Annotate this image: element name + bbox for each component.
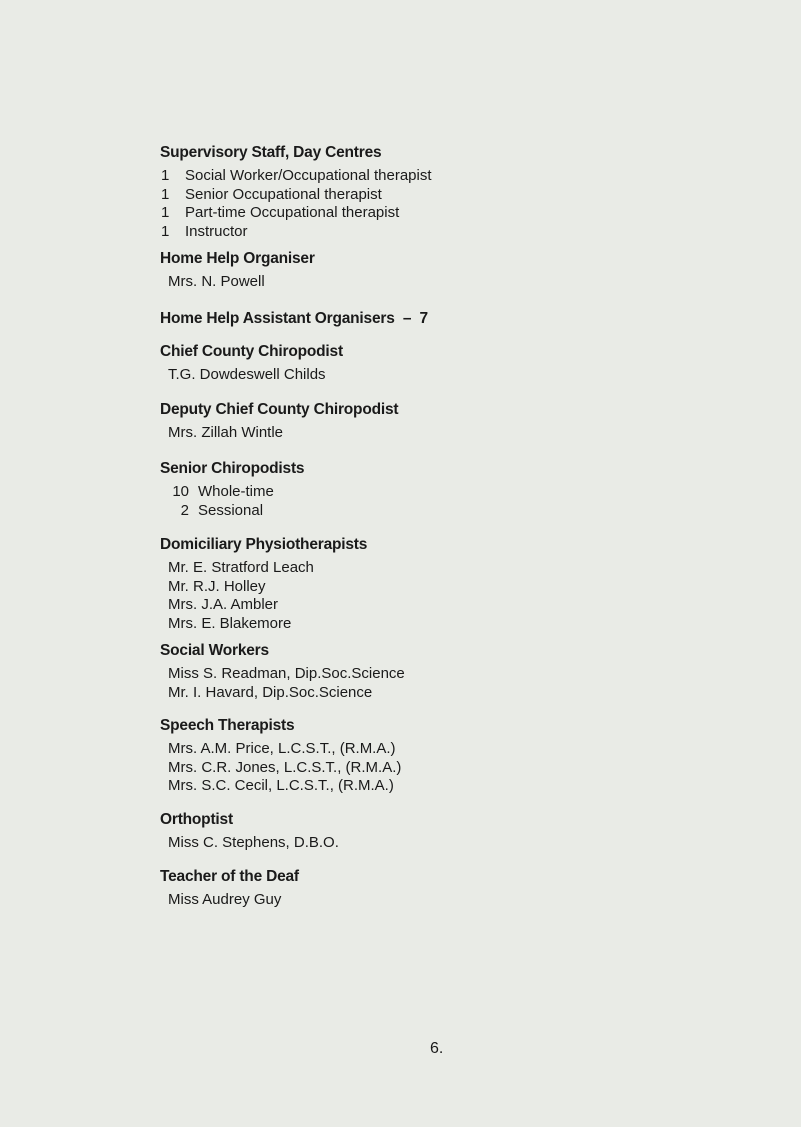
section-heading: Social Workers <box>160 642 269 659</box>
section-home-help-assistant <box>160 309 428 329</box>
page-number: 6. <box>430 1040 444 1057</box>
section-teacher-of-the-deaf <box>160 867 299 910</box>
section-chief-chiropodist <box>160 342 343 385</box>
staff-name: Mr. I. Havard, Dip.Soc.Science <box>168 683 373 701</box>
staff-name: Mrs. A.M. Price, L.C.S.T., (R.M.A.) <box>168 740 396 757</box>
staff-role: Instructor <box>185 222 248 240</box>
section-heading: Chief County Chiropodist <box>160 343 343 360</box>
staff-row <box>160 167 432 186</box>
staff-name: Miss C. Stephens, D.B.O. <box>168 834 339 851</box>
staff-count: 10 <box>172 483 189 500</box>
staff-role: Part-time Occupational therapist <box>185 204 400 221</box>
section-heading: Domiciliary Physiotherapists <box>160 536 368 553</box>
section-physiotherapists <box>160 535 367 633</box>
staff-name: T.G. Dowdeswell Childs <box>168 366 326 383</box>
section-heading: Deputy Chief County Chiropodist <box>160 401 399 418</box>
staff-name: Mr. E. Stratford Leach <box>168 559 314 576</box>
section-senior-chiropodists <box>160 459 304 520</box>
staff-count: 1 <box>161 204 170 221</box>
staff-name: Mrs. C.R. Jones, L.C.S.T., (R.M.A.) <box>168 758 402 776</box>
staff-name: Mr. R.J. Holley <box>168 577 266 595</box>
section-heading: Home Help Organiser <box>160 250 315 267</box>
staff-row <box>168 483 304 502</box>
staff-row <box>160 204 432 223</box>
section-heading: Orthoptist <box>160 811 233 828</box>
staff-name: Mrs. N. Powell <box>168 273 265 290</box>
staff-count: 2 <box>180 501 189 519</box>
staff-role: Senior Occupational therapist <box>185 185 382 203</box>
staff-row <box>168 502 304 521</box>
section-heading: Home Help Assistant Organisers – 7 <box>160 310 428 327</box>
staff-role: Whole-time <box>198 483 274 500</box>
staff-count: 1 <box>161 167 170 184</box>
section-heading: Senior Chiropodists <box>160 460 305 477</box>
staff-name: Mrs. Zillah Wintle <box>168 424 284 441</box>
staff-count: 1 <box>161 185 170 203</box>
staff-row <box>160 186 432 205</box>
staff-count: 1 <box>161 222 170 240</box>
staff-name: Miss Audrey Guy <box>168 891 282 908</box>
section-heading: Teacher of the Deaf <box>160 868 299 885</box>
section-deputy-chiropodist <box>160 400 398 443</box>
section-orthoptist <box>160 810 339 853</box>
staff-role: Social Worker/Occupational therapist <box>185 167 432 184</box>
staff-name: Mrs. S.C. Cecil, L.C.S.T., (R.M.A.) <box>168 777 394 794</box>
staff-name: Miss S. Readman, Dip.Soc.Science <box>168 665 405 682</box>
staff-name: Mrs. E. Blakemore <box>168 614 292 632</box>
staff-role: Sessional <box>198 501 264 519</box>
section-heading: Supervisory Staff, Day Centres <box>160 144 382 161</box>
staff-row <box>160 223 432 242</box>
section-speech-therapists <box>160 716 401 796</box>
staff-name: Mrs. J.A. Ambler <box>168 596 279 613</box>
section-home-help-organiser <box>160 249 315 292</box>
section-social-workers <box>160 641 405 702</box>
section-supervisory-staff <box>160 143 432 241</box>
section-heading: Speech Therapists <box>160 717 295 734</box>
